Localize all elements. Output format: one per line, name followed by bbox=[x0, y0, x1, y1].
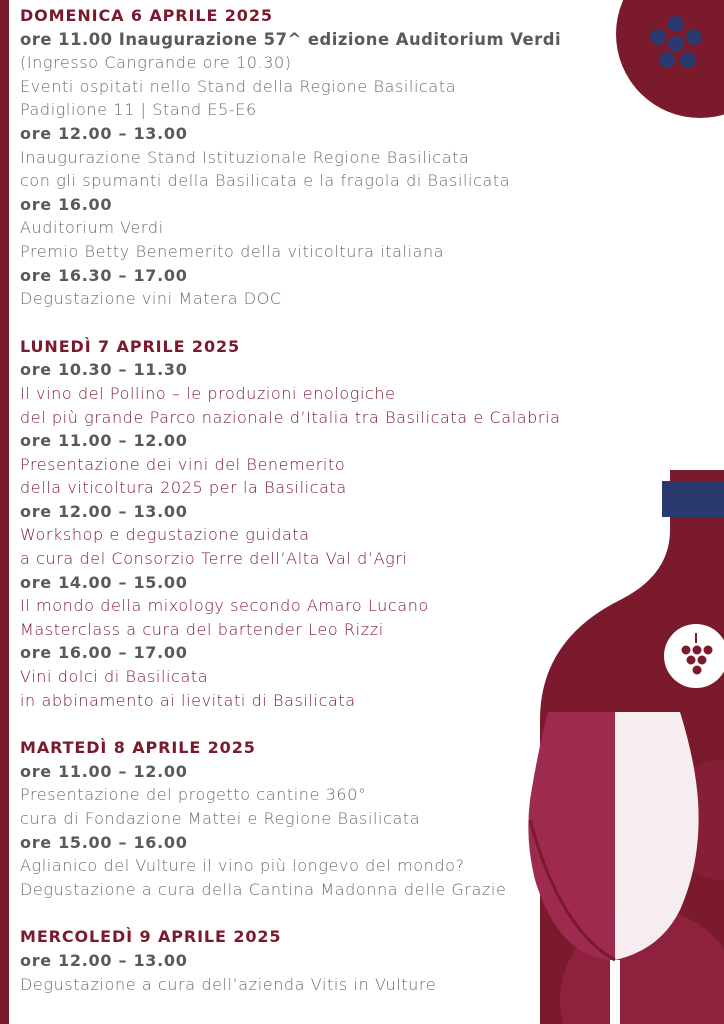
event-description: Eventi ospitati nello Stand della Regione Basilicata bbox=[20, 76, 457, 96]
event-time: ore 16.00 bbox=[20, 194, 113, 214]
event-time: ore 11.00 – 12.00 bbox=[20, 431, 188, 451]
event-description: Aglianico del Vulture il vino più longevo del mondo? bbox=[20, 856, 465, 876]
event-description: Premio Betty Benemerito della viticoltura italiana bbox=[20, 241, 445, 261]
event-description: con gli spumanti della Basilicata e la fragola di Basilicata bbox=[20, 171, 511, 191]
section-spacer bbox=[20, 311, 720, 335]
day-heading: LUNEDÌ 7 APRILE 2025 bbox=[20, 336, 241, 356]
event-description: in abbinamento ai lievitati di Basilicata bbox=[20, 690, 356, 710]
event-time: ore 12.00 – 13.00 bbox=[20, 123, 188, 143]
event-description: Il mondo della mixology secondo Amaro Lucano bbox=[20, 596, 429, 616]
event-description: del più grande Parco nazionale d’Italia tra Basilicata e Calabria bbox=[20, 407, 561, 427]
event-description: Presentazione del progetto cantine 360° bbox=[20, 785, 367, 805]
event-description: cura di Fondazione Mattei e Regione Basilicata bbox=[20, 809, 421, 828]
event-description: a cura del Consorzio Terre dell’Alta Val d’Agri bbox=[20, 549, 408, 569]
event-time: ore 16.30 – 17.00 bbox=[20, 265, 188, 285]
day-section bbox=[20, 335, 720, 713]
event-description: Auditorium Verdi bbox=[20, 218, 164, 238]
day-section bbox=[20, 925, 720, 996]
event-time: ore 16.00 – 17.00 bbox=[20, 643, 188, 663]
event-description: (Ingresso Cangrande ore 10.30) bbox=[20, 53, 292, 73]
event-description: Inaugurazione Stand Istituzionale Regione Basilicata bbox=[20, 147, 470, 167]
event-description: Workshop e degustazione guidata bbox=[20, 525, 310, 545]
event-time: ore 15.00 – 16.00 bbox=[20, 832, 188, 852]
day-section bbox=[20, 4, 720, 311]
event-description: della viticoltura 2025 per la Basilicata bbox=[20, 478, 347, 498]
event-description: Il vino del Pollino – le produzioni enologiche bbox=[20, 383, 396, 403]
event-time: ore 10.30 – 11.30 bbox=[20, 360, 188, 380]
day-heading: MERCOLEDÌ 9 APRILE 2025 bbox=[20, 927, 282, 947]
day-heading: DOMENICA 6 APRILE 2025 bbox=[20, 6, 273, 25]
event-description: Degustazione vini Matera DOC bbox=[20, 289, 282, 309]
event-description: Vini dolci di Basilicata bbox=[20, 667, 209, 687]
program-content bbox=[20, 4, 720, 996]
day-section bbox=[20, 736, 720, 901]
event-time: ore 11.00 – 12.00 bbox=[20, 761, 188, 781]
event-time: ore 14.00 – 15.00 bbox=[20, 572, 188, 592]
section-spacer bbox=[20, 712, 720, 736]
event-description: Degustazione a cura dell’azienda Vitis in Vulture bbox=[20, 974, 437, 994]
event-description: Degustazione a cura della Cantina Madonna delle Grazie bbox=[20, 879, 507, 899]
event-description: Presentazione dei vini del Benemerito bbox=[20, 454, 346, 474]
event-description: Masterclass a cura del bartender Leo Rizzi bbox=[20, 619, 384, 639]
section-spacer bbox=[20, 901, 720, 925]
event-time: ore 12.00 – 13.00 bbox=[20, 950, 188, 970]
event-time: ore 12.00 – 13.00 bbox=[20, 501, 188, 521]
event-headline: ore 11.00 Inaugurazione 57^ edizione Auditorium Verdi bbox=[20, 29, 562, 49]
day-heading: MARTEDÌ 8 APRILE 2025 bbox=[20, 738, 256, 758]
event-description: Padiglione 11 | Stand E5-E6 bbox=[20, 100, 257, 120]
